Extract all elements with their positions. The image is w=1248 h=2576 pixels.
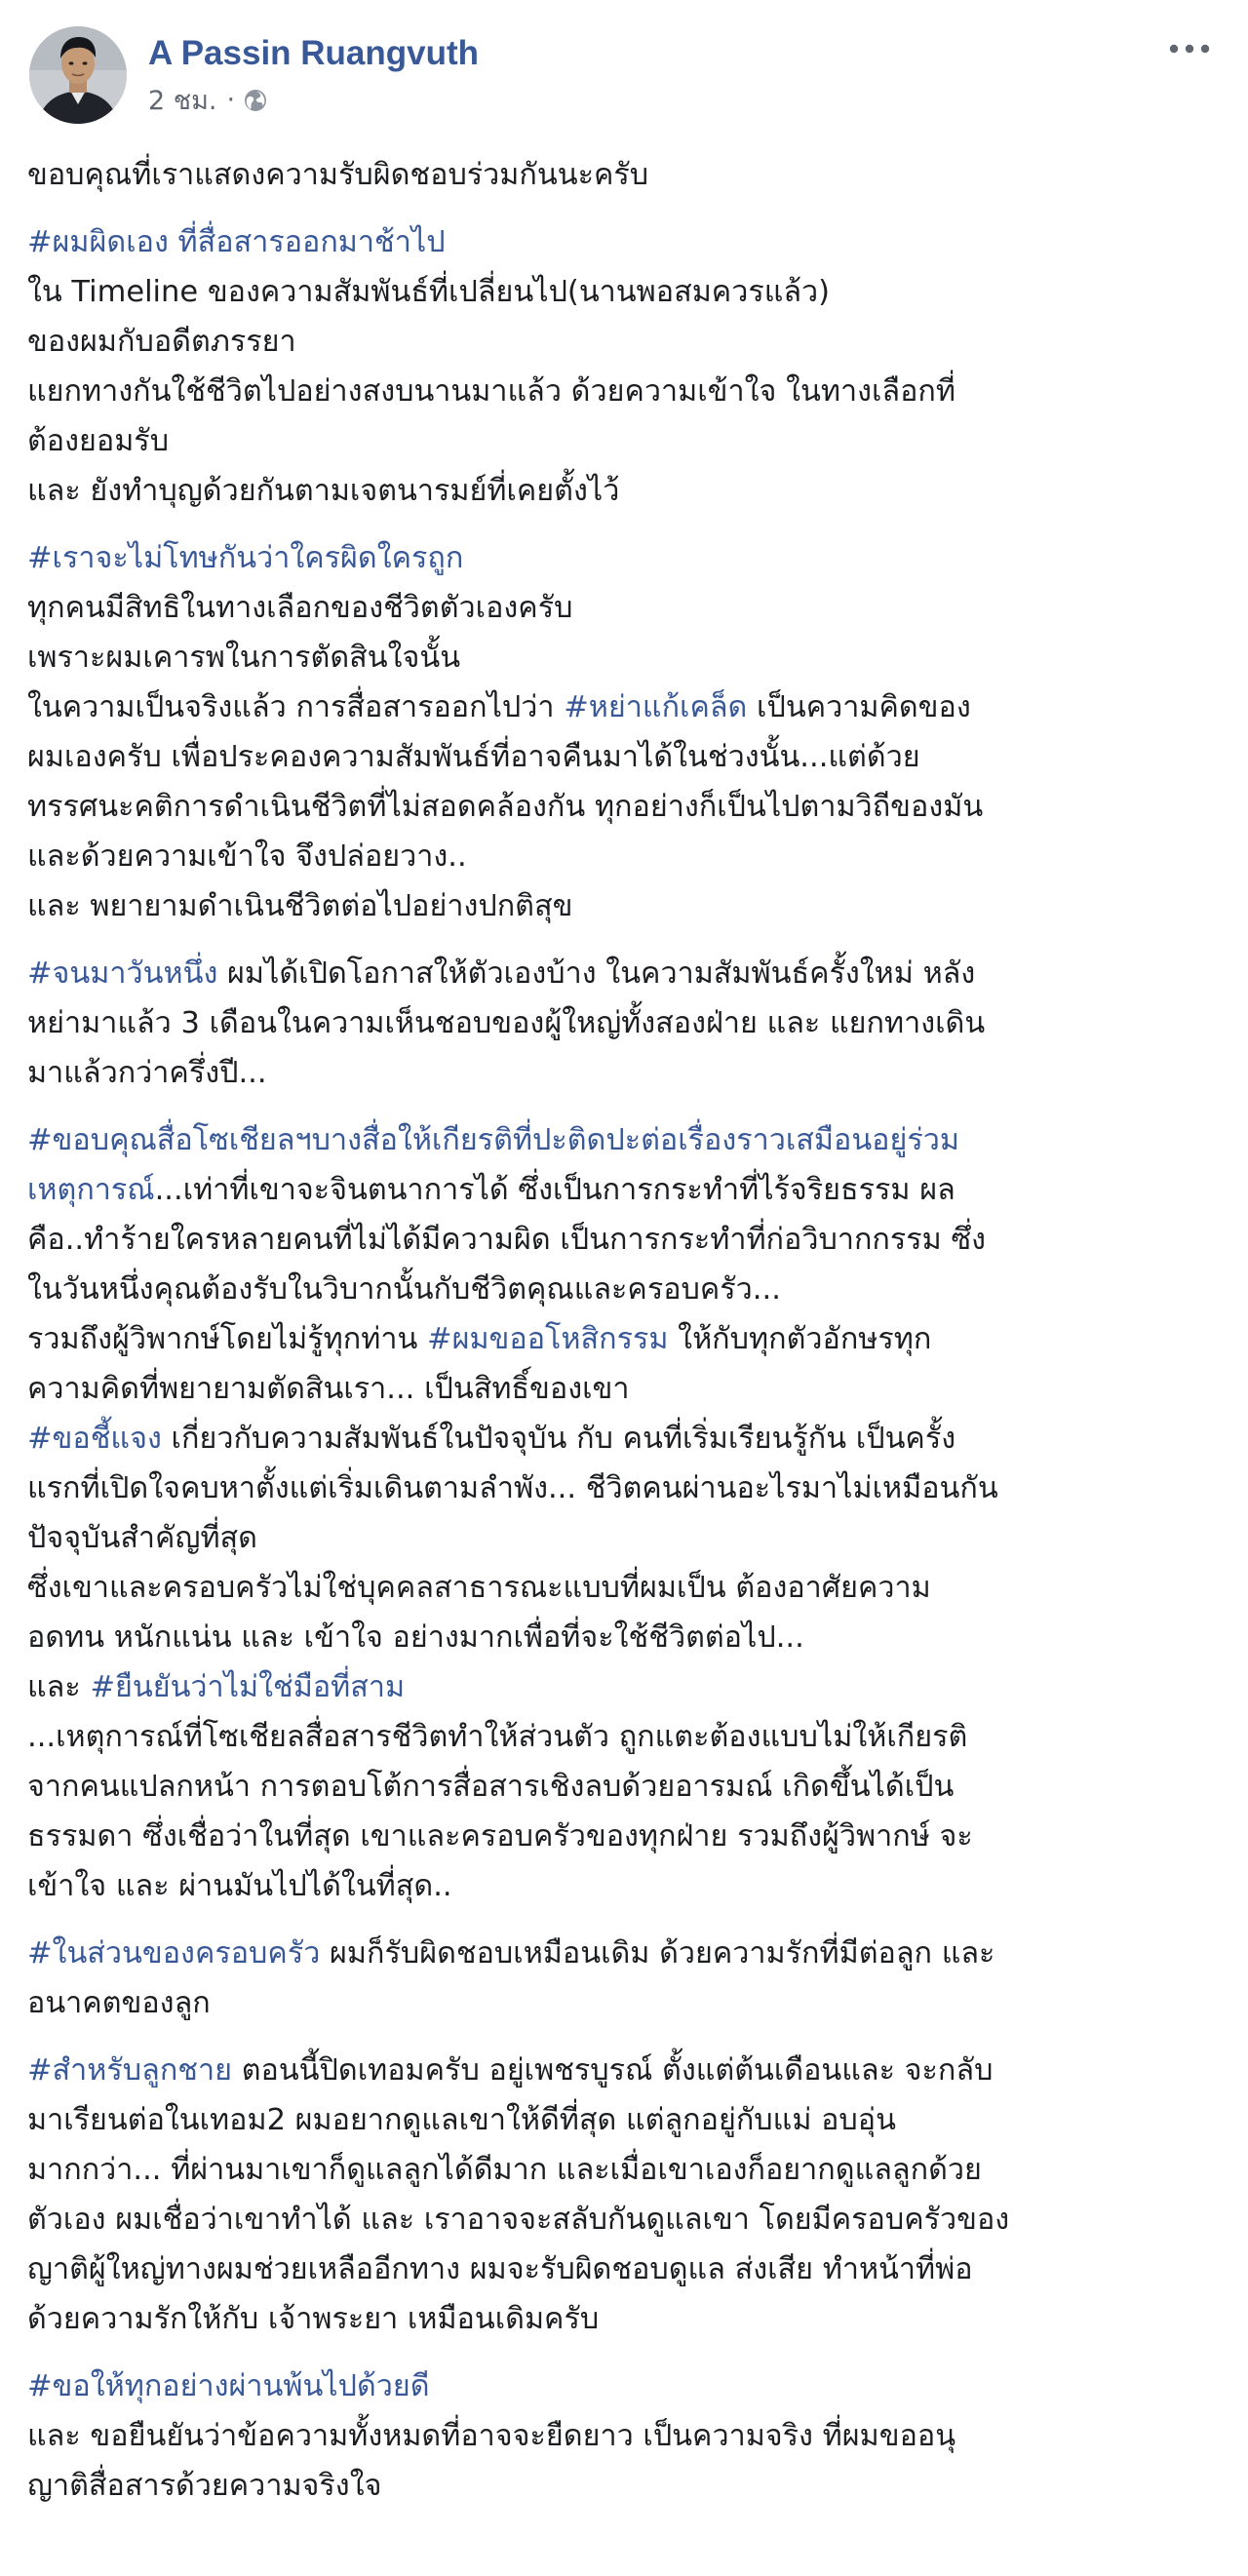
post-line (27, 1115, 1223, 1165)
post-text: ใน Timeline ของความสัมพันธ์ที่เปลี่ยนไป(นานพอสมควรแล้ว) (27, 275, 831, 309)
post-text: ญาติผู้ใหญ่ทางผมช่วยเหลืออีกทาง ผมจะรับผิดชอบดูแล ส่งเสีย ทำหน้าที่พ่อ (27, 2252, 973, 2286)
post-paragraph (27, 533, 1223, 931)
post-line (27, 2461, 1223, 2511)
post-line (27, 2244, 1223, 2294)
post-line (27, 782, 1223, 832)
post-line (27, 1165, 1223, 1215)
hashtag-link[interactable]: #ขอชี้แจง (27, 1422, 162, 1456)
post-text: ทุกคนมีสิทธิในทางเลือกของชีวิตตัวเองครับ (27, 591, 573, 625)
post-header (0, 0, 1248, 146)
hashtag-link[interactable]: #ขอให้ทุกอย่างผ่านพ้นไปด้วยดี (27, 2369, 430, 2403)
post-line (27, 732, 1223, 782)
post-paragraph (27, 150, 1223, 200)
post-text: คือ..ทำร้ายใครหลายคนที่ไม่ได้มีความผิด เป็นการกระทำที่ก่อวิบากกรรม ซึ่ง (27, 1223, 987, 1257)
post-line (27, 1712, 1223, 1762)
post-text: ญาติสื่อสารด้วยความจริงใจ (27, 2469, 382, 2503)
post-line (27, 2294, 1223, 2344)
post-text: แยกทางกันใช้ชีวิตไปอย่างสงบนานมาแล้ว ด้วยความเข้าใจ ในทางเลือกที่ (27, 374, 956, 409)
post-line (27, 150, 1223, 200)
post-text: ขอบคุณที่เราแสดงความรับผิดชอบร่วมกันนะครับ (27, 158, 649, 192)
post-text: ปัจจุบันสำคัญที่สุด (27, 1521, 257, 1555)
post-text: เพราะผมเคารพในการตัดสินใจนั้น (27, 641, 461, 675)
hashtag-link[interactable]: #ยืนยันว่าไม่ใช่มือที่สาม (90, 1670, 406, 1704)
post-line (27, 832, 1223, 881)
post-line (27, 2145, 1223, 2195)
hashtag-link[interactable]: #ผมขออโหสิกรรม (427, 1322, 669, 1356)
post-line (27, 881, 1223, 931)
post-paragraph (27, 217, 1223, 516)
post-timestamp[interactable]: 2 ชม. (148, 85, 217, 116)
post-line (27, 583, 1223, 633)
post-line (27, 1861, 1223, 1911)
post-text: ในวันหนึ่งคุณต้องรับในวิบากนั้นกับชีวิตคุณและครอบครัว... (27, 1272, 781, 1307)
post-line (27, 2195, 1223, 2244)
post-text: รวมถึงผู้วิพากษ์โดยไม่รู้ทุกท่าน (27, 1322, 428, 1356)
post-paragraph (27, 1929, 1223, 2028)
post-text: ตัวเอง ผมเชื่อว่าเขาทำได้ และ เราอาจจะสลับกันดูแลเขา โดยมีครอบครัวของ (27, 2203, 1010, 2237)
post-text: ต้องยอมรับ (27, 424, 170, 458)
more-options-button[interactable] (1160, 29, 1219, 68)
post-line (27, 416, 1223, 466)
post-text: ผมได้เปิดโอกาสให้ตัวเองบ้าง ในความสัมพันธ์ครั้งใหม่ หลัง (217, 956, 976, 991)
post-text: ผมก็รับผิดชอบเหมือนเดิม ด้วยความรักที่มีต่อลูก และ (320, 1936, 995, 1971)
post-line (27, 683, 1223, 732)
post-line (27, 1812, 1223, 1861)
post-line (27, 533, 1223, 583)
hashtag-link[interactable]: #ผมผิดเอง ที่สื่อสารออกมาช้าไป (27, 225, 446, 259)
post-line (27, 267, 1223, 317)
post-text: แรกที่เปิดใจคบหาตั้งแต่เริ่มเดินตามลำพัง... ชีวิตคนผ่านอะไรมาไม่เหมือนกัน (27, 1471, 998, 1505)
post-text: ตอนนี้ปิดเทอมครับ อยู่เพชรบูรณ์ ตั้งแต่ต้นเดือนและ จะกลับ (232, 2053, 994, 2088)
post-line (27, 1613, 1223, 1662)
post-line (27, 1464, 1223, 1513)
post-text: ...เหตุการณ์ที่โซเชียลสื่อสารชีวิตทำให้ส่วนตัว ถูกแตะต้องแบบไม่ให้เกียรติ (27, 1720, 968, 1754)
post-text: และด้วยความเข้าใจ จึงปล่อยวาง.. (27, 839, 467, 874)
author-name[interactable]: A Passin Ruangvuth (148, 34, 480, 72)
post-text: ผมเองครับ เพื่อประคองความสัมพันธ์ที่อาจคืนมาได้ในช่วงนั้น...แต่ด้วย (27, 740, 920, 774)
post-line (27, 466, 1223, 516)
post-text: ซึ่งเขาและครอบครัวไม่ใช่บุคคลสาธารณะแบบที่ผมเป็น ต้องอาศัยความ (27, 1571, 931, 1605)
post-paragraph (27, 2361, 1223, 2511)
post-text: เกี่ยวกับความสัมพันธ์ในปัจจุบัน กับ คนที่เริ่มเรียนรู้กัน เป็นครั้ง (161, 1422, 956, 1456)
post-line (27, 1563, 1223, 1613)
post-paragraph (27, 949, 1223, 1098)
post-line (27, 217, 1223, 267)
post-line (27, 1762, 1223, 1812)
post-line (27, 317, 1223, 367)
post-line (27, 1048, 1223, 1098)
post-line (27, 998, 1223, 1048)
hashtag-link[interactable]: #หย่าแก้เคล็ด (564, 690, 748, 724)
post-text: ให้กับทุกตัวอักษรทุก (668, 1322, 932, 1356)
post-meta (148, 80, 268, 119)
post-line (27, 1215, 1223, 1265)
hashtag-link[interactable]: #สำหรับลูกชาย (27, 2053, 233, 2088)
post-text: ...เท่าที่เขาจะจินตนาการได้ ซึ่งเป็นการกระทำที่ไร้จริยธรรม ผล (154, 1173, 956, 1207)
post-paragraph (27, 2046, 1223, 2344)
post-line (27, 2411, 1223, 2461)
post-line (27, 367, 1223, 416)
hashtag-link[interactable]: #ขอบคุณสื่อโซเชียลฯบางสื่อให้เกียรติที่ปะติดปะต่อเรื่องราวเสมือนอยู่ร่วม (27, 1123, 959, 1157)
post-line (27, 1364, 1223, 1414)
post-paragraph (27, 1115, 1223, 1911)
post-text: หย่ามาแล้ว 3 เดือนในความเห็นชอบของผู้ใหญ่ทั้งสองฝ่าย และ แยกทางเดิน (27, 1006, 986, 1040)
post-line (27, 633, 1223, 683)
hashtag-link[interactable]: เหตุการณ์ (27, 1173, 155, 1207)
post-line (27, 1314, 1223, 1364)
post-line (27, 1978, 1223, 2028)
more-options-icon (1168, 43, 1211, 55)
globe-icon[interactable] (243, 88, 268, 113)
post-text: ธรรมดา ซึ่งเชื่อว่าในที่สุด เขาและครอบครัวของทุกฝ่าย รวมถึงผู้วิพากษ์ จะ (27, 1819, 973, 1854)
post-text: และ (27, 1670, 91, 1704)
post-text: เป็นความคิดของ (747, 690, 971, 724)
post-body (27, 150, 1223, 2528)
post-text: มาเรียนต่อในเทอม2 ผมอยากดูแลเขาให้ดีที่สุด แต่ลูกอยู่กับแม่ อบอุ่น (27, 2103, 896, 2137)
post-text: และ พยายามดำเนินชีวิตต่อไปอย่างปกติสุข (27, 889, 573, 923)
post-text: ในความเป็นจริงแล้ว การสื่อสารออกไปว่า (27, 690, 565, 724)
post-line (27, 949, 1223, 998)
post-line (27, 2361, 1223, 2411)
profile-photo-icon (29, 26, 127, 124)
post-line (27, 1513, 1223, 1563)
post-line (27, 2046, 1223, 2095)
post-line (27, 1662, 1223, 1712)
post-text: และ ขอยืนยันว่าข้อความทั้งหมดที่อาจจะยืดยาว เป็นความจริง ที่ผมขออนุ (27, 2419, 956, 2453)
post-line (27, 1414, 1223, 1464)
post-text: ทรรศนะคติการดำเนินชีวิตที่ไม่สอดคล้องกัน ทุกอย่างก็เป็นไปตามวิถีของมัน (27, 790, 984, 824)
post-text: และ ยังทำบุญด้วยกันตามเจตนารมย์ที่เคยตั้งไว้ (27, 474, 620, 508)
post-text: เข้าใจ และ ผ่านมันไปได้ในที่สุด.. (27, 1869, 452, 1903)
hashtag-link[interactable]: #ในส่วนของครอบครัว (27, 1936, 321, 1971)
post-text: จากคนแปลกหน้า การตอบโต้การสื่อสารเชิงลบด้วยอารมณ์ เกิดขึ้นได้เป็น (27, 1770, 955, 1804)
post-line (27, 1265, 1223, 1314)
post-text: มากกว่า... ที่ผ่านมาเขาก็ดูแลลูกได้ดีมาก และเมื่อเขาเองก็อยากดูแลลูกด้วย (27, 2153, 982, 2187)
post-text: มาแล้วกว่าครึ่งปี... (27, 1056, 267, 1090)
hashtag-link[interactable]: #เราจะไม่โทษกันว่าใครผิดใครถูก (27, 541, 464, 575)
post-text: ด้วยความรักให้กับ เจ้าพระยา เหมือนเดิมครับ (27, 2302, 600, 2336)
post-text: อนาคตของลูก (27, 1986, 211, 2020)
meta-separator: · (226, 84, 236, 115)
post-text: ความคิดที่พยายามตัดสินเรา... เป็นสิทธิ์ของเขา (27, 1372, 630, 1406)
avatar[interactable] (29, 26, 127, 124)
post-line (27, 2095, 1223, 2145)
hashtag-link[interactable]: #จนมาวันหนึ่ง (27, 956, 218, 991)
post-line (27, 1929, 1223, 1978)
post-text: ของผมกับอดีตภรรยา (27, 325, 296, 359)
post-text: อดทน หนักแน่น และ เข้าใจ อย่างมากเพื่อที่จะใช้ชีวิตต่อไป... (27, 1620, 804, 1655)
